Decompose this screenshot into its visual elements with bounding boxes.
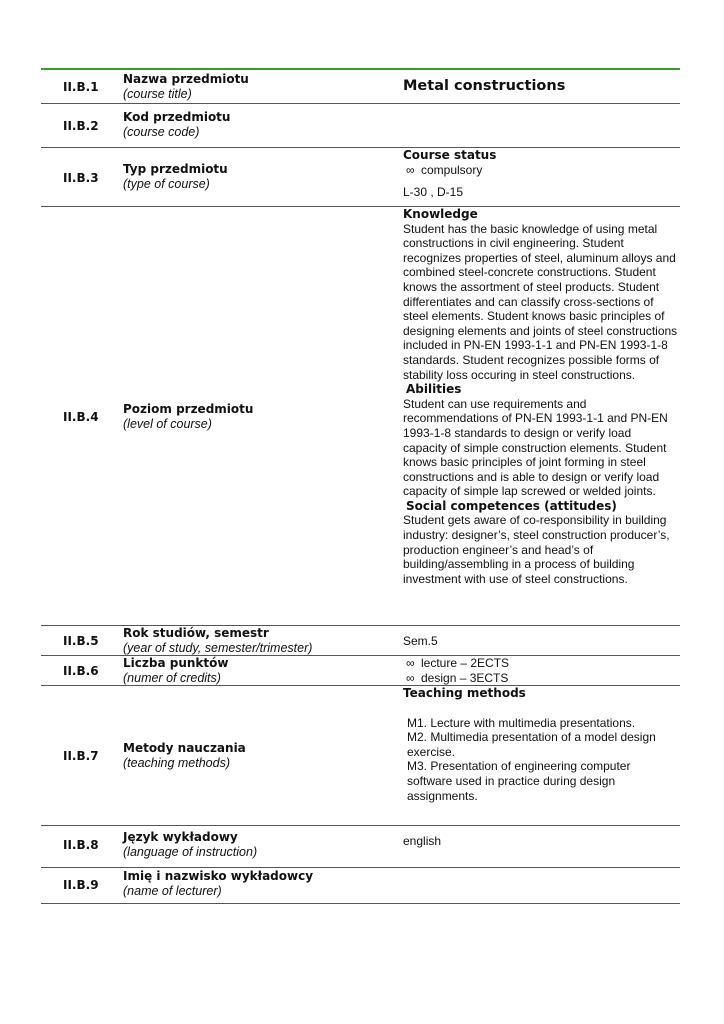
row-code: II.B.5 [63,634,99,648]
label-english: (type of course) [123,177,210,191]
label-polish: Język wykładowy [123,830,238,844]
knowledge-heading: Knowledge [403,207,478,221]
row-label [123,830,257,860]
language-value: english [403,834,442,848]
row-course-code [41,104,680,148]
social-competences-text: Student gets aware of co-responsibility in building industry: designer’s, steel construction producer’s, production engineer’s and head’s of building/assembling in a process of building investment with use of steel constructions. [403,513,670,586]
label-english: (teaching methods) [123,756,231,770]
row-code: II.B.6 [63,664,99,678]
label-polish: Poziom przedmiotu [123,402,254,416]
teaching-methods-block [403,686,678,803]
methods-list [403,716,678,804]
method-item: M2. Multimedia presentation of a model design exercise. [407,730,656,759]
infinity-bullet-icon: ∞ [406,656,415,670]
knowledge-text: Student has the basic knowledge of using metal constructions in civil engineering. Student recognizes properties of steel, aluminum alloys and combined steel-concrete constructions. Student knows the assortment of steel products. Student differentiates and can classify cross-sections of steel elements. Student knows basic principles of designing elements and joints of steel constructions included in PN-EN 1993-1-1 and PN-EN 1993-1-8 standards. Student recognizes possible forms of stability loss occuring in steel constructions. [403,221,678,382]
course-status-block [403,148,678,200]
row-code: II.B.4 [63,410,99,424]
label-english: (course title) [123,87,192,101]
row-label [123,869,313,899]
label-english: (course code) [123,125,200,139]
hours-value: L-30 , D-15 [403,185,464,200]
label-polish: Nazwa przedmiotu [123,72,249,86]
row-label [123,162,228,192]
infinity-bullet-icon: ∞ [406,162,415,177]
row-code: II.B.7 [63,749,99,763]
row-code: II.B.1 [63,80,99,94]
row-code: II.B.9 [63,878,99,892]
row-label [123,626,312,656]
label-english: (name of lecturer) [123,884,222,898]
method-item: M1. Lecture with multimedia presentations. [407,715,636,730]
credits-list [403,656,678,685]
label-polish: Rok studiów, semestr [123,626,269,640]
row-year-semester [41,626,680,656]
infinity-bullet-icon: ∞ [406,670,415,685]
label-polish: Imię i nazwisko wykładowcy [123,869,314,883]
row-label [123,72,249,102]
credits-item [403,671,678,686]
row-label [123,656,228,686]
row-teaching-methods [41,686,680,826]
row-lecturer [41,868,680,904]
status-value: compulsory [421,162,483,177]
row-course-title [41,70,680,104]
abilities-heading: Abilities [406,382,462,397]
label-english: (level of course) [123,417,212,431]
row-code: II.B.8 [63,838,99,852]
label-polish: Metody nauczania [123,741,246,755]
label-polish: Kod przedmiotu [123,110,231,124]
course-status-heading: Course status [403,148,497,162]
row-course-level [41,207,680,626]
row-language [41,826,680,868]
course-title-value: Metal constructions [403,78,566,94]
social-competences-heading: Social competences (attitudes) [406,498,617,513]
learning-outcomes-block [403,207,678,586]
abilities-text: Student can use requirements and recommendations of PN-EN 1993-1-1 and PN-EN 1993-1-8 standards to design or verify load capacity of simple construction elements. Student knows basic principles of joint forming in steel constructions and is able to design or verify load capacity of simple lap screwed or welded joints. [403,396,668,499]
row-label [123,110,230,140]
row-label [123,741,246,771]
row-code: II.B.3 [63,171,99,185]
status-bullet [403,163,678,178]
label-english: (numer of credits) [123,671,221,685]
label-polish: Typ przedmiotu [123,162,228,176]
credits-item [403,656,678,671]
row-label [123,402,253,432]
semester-value: Sem.5 [403,634,438,648]
label-polish: Liczba punktów [123,656,229,670]
label-english: (year of study, semester/trimester) [123,641,313,655]
label-english: (language of instruction) [123,845,258,859]
teaching-methods-heading: Teaching methods [403,686,526,700]
row-course-type [41,148,680,207]
row-credits [41,656,680,686]
row-code: II.B.2 [63,119,99,133]
credits-text: lecture – 2ECTS [421,656,510,670]
credits-text: design – 3ECTS [421,670,509,685]
method-item: M3. Presentation of engineering computer software used in practice during design assignments. [407,759,631,803]
